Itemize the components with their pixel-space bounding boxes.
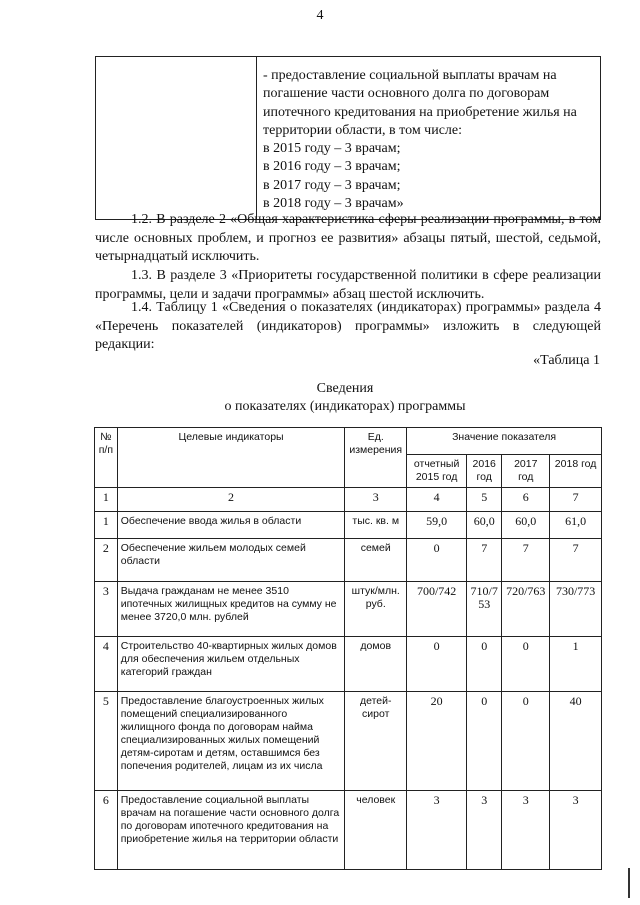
- row-value-2018: 1: [550, 637, 602, 692]
- row-value-2016: 7: [467, 539, 502, 582]
- table-row: [95, 582, 602, 637]
- page-number: 4: [316, 8, 324, 23]
- row-unit: детей-сирот: [345, 692, 407, 791]
- continuation-text: - предоставление социальной выплаты врачам на погашение части основного долга по договорам ипотечного кредитования на приобретение жилья на территории области, в том числе:: [263, 68, 577, 138]
- row-value-2016: 0: [467, 692, 502, 791]
- row-number: 5: [95, 692, 118, 791]
- table-row: [95, 512, 602, 539]
- header-unit: Ед. измерения: [345, 428, 407, 488]
- header-value: Значение показателя: [407, 428, 602, 455]
- row-indicator: Строительство 40-квартирных жилых домов для обеспечения жильем отдельных категорий граждан: [117, 637, 345, 692]
- row-value-2016: 60,0: [467, 512, 502, 539]
- row-indicator: Обеспечение жильем молодых семей области: [117, 539, 345, 582]
- colnum-cell: 2: [117, 488, 345, 512]
- indicators-table: [94, 427, 602, 870]
- row-value-2015: 700/742: [407, 582, 467, 637]
- row-number: 1: [95, 512, 118, 539]
- row-value-2015: 0: [407, 637, 467, 692]
- table-row: [95, 539, 602, 582]
- table-row: [95, 791, 602, 870]
- row-unit: тыс. кв. м: [345, 512, 407, 539]
- row-value-2016: 0: [467, 637, 502, 692]
- colnum-cell: 1: [95, 488, 118, 512]
- row-value-2015: 59,0: [407, 512, 467, 539]
- header-year-2018: 2018 год: [550, 455, 602, 488]
- row-value-2017: 3: [502, 791, 550, 870]
- colnum-cell: 3: [345, 488, 407, 512]
- row-value-2015: 20: [407, 692, 467, 791]
- header-indicator: Целевые индикаторы: [117, 428, 345, 488]
- colnum-cell: 6: [502, 488, 550, 512]
- row-value-2018: 7: [550, 539, 602, 582]
- row-value-2016: 3: [467, 791, 502, 870]
- year-line: в 2017 году – 3 врачам;: [263, 177, 401, 193]
- continuation-table: [95, 56, 601, 220]
- row-number: 6: [95, 791, 118, 870]
- scan-edge-mark: [628, 868, 630, 898]
- continuation-empty-cell: [96, 57, 257, 220]
- column-number-row: [95, 488, 602, 512]
- paragraph-1-4: 1.4. Таблицу 1 «Сведения о показателях (индикаторах) программы» раздела 4 «Перечень показателей (индикаторов) программы» изложить в следующей редакции:: [95, 300, 601, 353]
- caption-title: Сведения: [316, 381, 374, 396]
- row-number: 3: [95, 582, 118, 637]
- paragraph-1-2: 1.2. В разделе 2 «Общая характеристика сферы реализации программы, в том числе основных проблем, и прогноз ее развития» абзацы пятый, шестой, седьмой, четырнадцатый исключить.: [95, 212, 601, 265]
- row-unit: штук/млн. руб.: [345, 582, 407, 637]
- row-indicator: Выдача гражданам не менее 3510 ипотечных жилищных кредитов на сумму не менее 3720,0 млн. рублей: [117, 582, 345, 637]
- colnum-cell: 7: [550, 488, 602, 512]
- row-value-2018: 40: [550, 692, 602, 791]
- colnum-cell: 5: [467, 488, 502, 512]
- row-indicator: Обеспечение ввода жилья в области: [117, 512, 345, 539]
- header-year-2015: отчетный 2015 год: [407, 455, 467, 488]
- header-num: № п/п: [95, 428, 118, 488]
- year-line: в 2016 году – 3 врачам;: [263, 159, 401, 175]
- row-value-2017: 7: [502, 539, 550, 582]
- row-value-2017: 0: [502, 692, 550, 791]
- table-row: [95, 692, 602, 791]
- year-line: в 2015 году – 3 врачам;: [263, 141, 401, 157]
- table-row: [95, 637, 602, 692]
- row-value-2015: 0: [407, 539, 467, 582]
- table-label: «Таблица 1: [533, 353, 600, 368]
- caption-subtitle: о показателях (индикаторах) программы: [224, 399, 466, 414]
- row-value-2016: 710/753: [467, 582, 502, 637]
- colnum-cell: 4: [407, 488, 467, 512]
- row-value-2015: 3: [407, 791, 467, 870]
- row-number: 4: [95, 637, 118, 692]
- row-value-2017: 60,0: [502, 512, 550, 539]
- table-header-row: [95, 428, 602, 455]
- row-unit: семей: [345, 539, 407, 582]
- row-indicator: Предоставление благоустроенных жилых помещений специализированного жилищного фонда по договорам найма специализированных жилых помещений детям-сиротам и детям, оставшимся без попечения родителей, лицам из их числа: [117, 692, 345, 791]
- row-number: 2: [95, 539, 118, 582]
- row-value-2017: 0: [502, 637, 550, 692]
- row-value-2018: 730/773: [550, 582, 602, 637]
- row-indicator: Предоставление социальной выплаты врачам на погашение части основного долга по договорам ипотечного кредитования на приобретение жилья на территории области: [117, 791, 345, 870]
- header-year-2017: 2017 год: [502, 455, 550, 488]
- year-line: в 2018 году – 3 врачам»: [263, 196, 404, 212]
- row-unit: домов: [345, 637, 407, 692]
- paragraph-1-3: 1.3. В разделе 3 «Приоритеты государственной политики в сфере реализации программы, цели и задачи программы» абзац шестой исключить.: [95, 268, 601, 302]
- row-value-2017: 720/763: [502, 582, 550, 637]
- row-value-2018: 61,0: [550, 512, 602, 539]
- header-year-2016: 2016 год: [467, 455, 502, 488]
- row-unit: человек: [345, 791, 407, 870]
- row-value-2018: 3: [550, 791, 602, 870]
- continuation-text-cell: [257, 57, 601, 220]
